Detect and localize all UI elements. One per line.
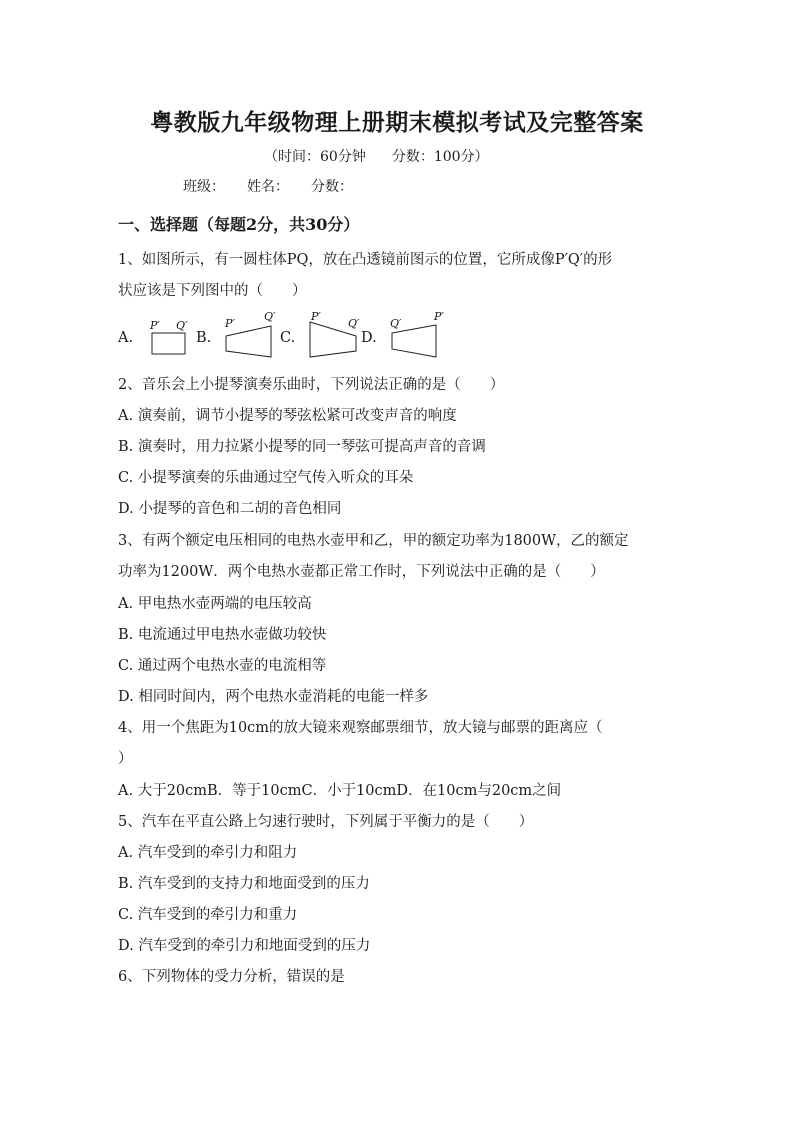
q3-option-a: A. 甲电热水壶两端的电压较高: [118, 596, 312, 612]
fig-c-p-label: P′: [311, 310, 321, 323]
points-label: 分数：: [311, 179, 353, 195]
q1-option-d-label: D.: [361, 330, 377, 346]
option-a-shape: [152, 333, 185, 354]
q3-option-d: D. 相同时间内，两个电热水壶消耗的电能一样多: [118, 689, 429, 705]
page-title: 粤教版九年级物理上册期末模拟考试及完整答案: [150, 109, 644, 136]
q4-stem-line1: 4、用一个焦距为10cm的放大镜来观察邮票细节，放大镜与邮票的距离应（: [118, 720, 603, 736]
q2-option-a: A. 演奏前，调节小提琴的琴弦松紧可改变声音的响度: [118, 408, 457, 424]
q3-option-b: B. 电流通过甲电热水壶做功较快: [118, 627, 327, 643]
q1-option-c-label: C.: [280, 330, 296, 346]
q5-option-b: B. 汽车受到的支持力和地面受到的压力: [118, 876, 370, 892]
exam-meta: [264, 146, 515, 166]
q6-stem: 6、下列物体的受力分析，错误的是: [118, 969, 345, 985]
q3-stem-line1: 3、有两个额定电压相同的电热水壶甲和乙，甲的额定功率为1800W，乙的额定: [118, 533, 629, 549]
total-score: 分数：100分）: [391, 149, 489, 165]
q4-options: A. 大于20cmB．等于10cmC．小于10cmD．在10cm与20cm之间: [118, 783, 562, 799]
fig-a-q-label: Q′: [176, 319, 188, 332]
q4-stem-line2: ）: [118, 751, 133, 767]
q5-option-a: A. 汽车受到的牵引力和阻力: [118, 845, 298, 861]
fig-c-q-label: Q′: [348, 317, 360, 330]
class-label: 班级：: [183, 179, 225, 195]
fig-a-p-label: P′: [150, 319, 160, 332]
q3-stem-line2: 功率为1200W．两个电热水壶都正常工作时，下列说法中正确的是（ ）: [118, 564, 605, 580]
q1-option-b-label: B.: [196, 330, 212, 346]
fig-b-q-label: Q′: [264, 310, 276, 323]
q5-option-d: D. 汽车受到的牵引力和地面受到的压力: [118, 938, 371, 954]
q2-option-c: C. 小提琴演奏的乐曲通过空气传入听众的耳朵: [118, 470, 414, 486]
fig-d-p-label: P′: [434, 310, 444, 323]
q5-stem: 5、汽车在平直公路上匀速行驶时，下列属于平衡力的是（ ）: [118, 814, 534, 830]
q2-stem: 2、音乐会上小提琴演奏乐曲时，下列说法正确的是（ ）: [118, 377, 505, 393]
q1-option-figures: [118, 312, 578, 360]
fig-b-p-label: P′: [225, 317, 235, 330]
q1-stem-line1: 1、如图所示，有一圆柱体PQ，放在凸透镜前图示的位置，它所成像P′Q′的形: [118, 252, 613, 268]
student-info: [183, 176, 375, 196]
q5-option-c: C. 汽车受到的牵引力和重力: [118, 907, 298, 923]
q3-option-c: C. 通过两个电热水壶的电流相等: [118, 658, 327, 674]
fig-d-q-label: Q′: [390, 317, 402, 330]
q1-option-a-label: A.: [118, 330, 134, 346]
q1-stem-line2: 状应该是下列图中的（ ）: [118, 283, 307, 299]
q2-option-d: D. 小提琴的音色和二胡的音色相同: [118, 501, 342, 517]
name-label: 姓名：: [247, 179, 289, 195]
time-limit: （时间：60分钟: [264, 149, 366, 165]
option-b-shape: [226, 326, 271, 357]
q2-option-b: B. 演奏时，用力拉紧小提琴的同一琴弦可提高声音的音调: [118, 439, 486, 455]
section-heading: 一、选择题（每题2分，共30分）: [118, 215, 360, 234]
